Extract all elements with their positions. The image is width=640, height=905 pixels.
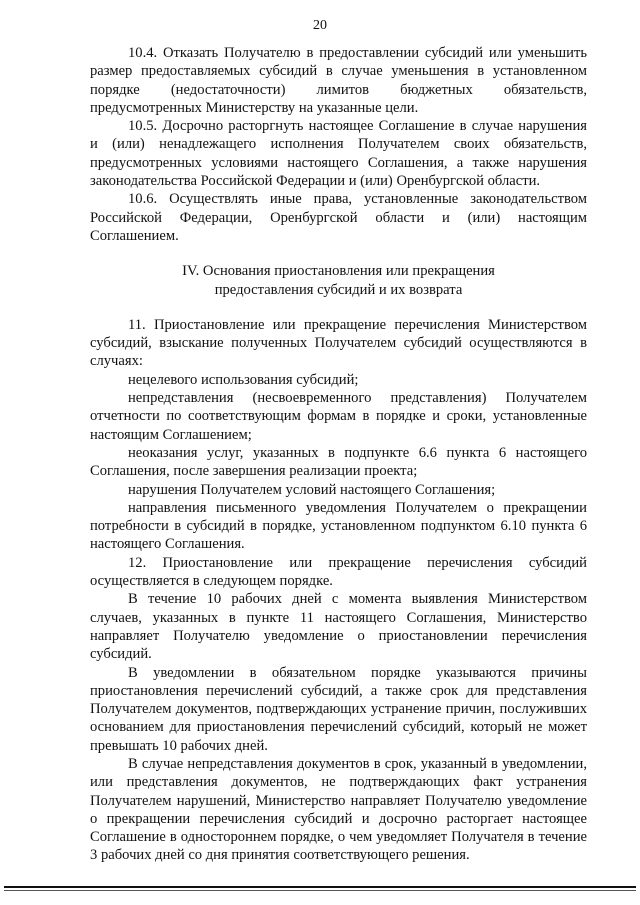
page-number: 20: [313, 18, 327, 33]
list-item-reporting: непредставления (несвоевременного представления) Получателем отчетности по соответствующим формам в порядке и сроки, установленные настоящим Соглашением;: [90, 390, 587, 443]
bottom-border-line-thin: [4, 890, 636, 891]
paragraph-12: 12. Приостановление или прекращение перечисления субсидий осуществляется в следующем порядке.: [90, 554, 587, 590]
paragraph-12-notice: В уведомлении в обязательном порядке указываются причины приостановления перечислений субсидий, а также срок для представления Получателем документов, подтверждающих устранение причин, послуживших основанием для приостановления перечислений субсидий, который не может превышать 10 рабочих дней.: [90, 664, 587, 754]
list-item-services: неоказания услуг, указанных в подпункте 6.6 пункта 6 настоящего Соглашения, после завершения реализации проекта;: [90, 444, 587, 480]
bottom-border-line: [4, 886, 636, 888]
section-heading-line-1: IV. Основания приостановления или прекращения: [182, 263, 495, 280]
paragraph-10-4: 10.4. Отказать Получателю в предоставлении субсидий или уменьшить размер предоставляемых субсидий в случае уменьшения в установленном порядке (недостаточности) лимитов бюджетных обязательств, предусмотренных Министерству на указанные цели.: [90, 45, 587, 116]
paragraph-11: 11. Приостановление или прекращение перечисления Министерством субсидий, взыскание полученных Получателем субсидий осуществляются в случаях:: [90, 316, 587, 370]
section-heading-line-2: предоставления субсидий и их возврата: [214, 281, 463, 298]
paragraph-12-deadline: В течение 10 рабочих дней с момента выявления Министерством случаев, указанных в пункте 11 настоящего Соглашения, Министерство направляет Получателю уведомление о приостановлении перечисления субсидий.: [90, 591, 587, 663]
paragraph-12-termination: В случае непредставления документов в срок, указанный в уведомлении, или представления документов, не подтверждающих факт устранения Получателем нарушений, Министерство направляет Получателю уведомление о прекращении перечисления субсидий и досрочно расторгает настоящее Соглашение в одностороннем порядке, о чем уведомляет Получателя в течение 3 рабочих дней со дня принятия соответствующего решения.: [90, 755, 587, 864]
list-item-notification: направления письменного уведомления Получателем о прекращении потребности в субсидий в порядке, установленном подпунктом 6.10 пункта 6 настоящего Соглашения.: [90, 499, 587, 553]
document-body: [90, 44, 587, 865]
list-item-misuse: нецелевого использования субсидий;: [128, 371, 359, 388]
paragraph-10-5: 10.5. Досрочно расторгнуть настоящее Соглашение в случае нарушения и (или) ненадлежащего исполнения Получателем своих обязательств, предусмотренных условиями настоящего Соглашения, а также нарушения законодательства Российской Федерации и (или) Оренбургской области.: [90, 118, 587, 190]
paragraph-10-6: 10.6. Осуществлять иные права, установленные законодательством Российской Федерации, Оренбургской области и (или) настоящим Соглашением.: [90, 191, 587, 244]
list-item-violation: нарушения Получателем условий настоящего Соглашения;: [128, 481, 496, 498]
section-heading: [90, 262, 587, 299]
